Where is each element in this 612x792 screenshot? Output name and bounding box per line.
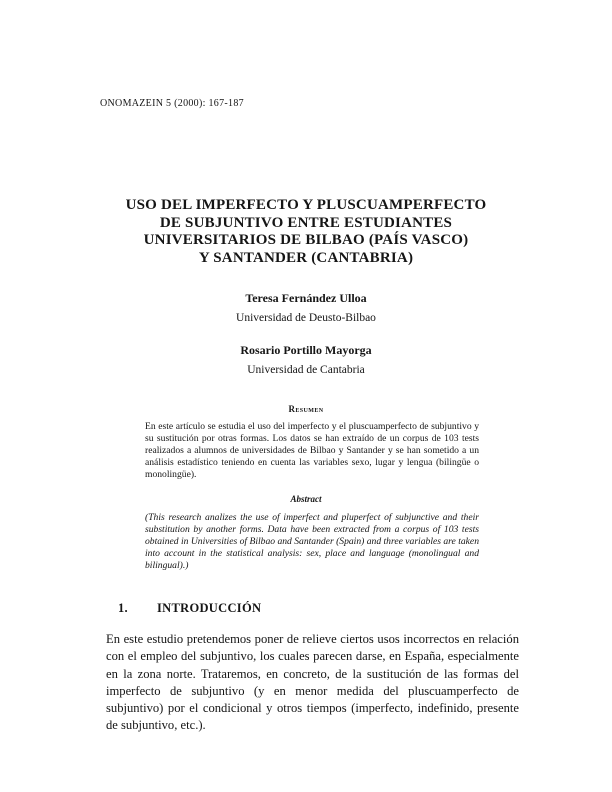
article-title-line: Y SANTANDER (CANTABRIA)	[198, 249, 414, 266]
article-title-line: UNIVERSITARIOS DE BILBAO (PAÍS VASCO)	[143, 232, 469, 248]
author-name: Rosario Portillo Mayorga	[240, 343, 372, 357]
section-number: 1.	[118, 601, 128, 615]
article-title-line: USO DEL IMPERFECTO Y PLUSCUAMPERFECTO	[125, 197, 487, 213]
abstract-text: (This research analizes the use of imperfect and pluperfect of subjunctive and their substitution by another forms. Data have been extracted from a corpus of 103 tests obtained in Universities of Bilbao and Santander (Spain) and three variables are taken into account in the statistical analysis: sex, place and language (monolingual and bilingual).)	[145, 512, 479, 572]
section-title: INTRODUCCIÓN	[157, 601, 262, 615]
introduction-paragraph: En este estudio pretendemos poner de relieve ciertos usos incorrectos en relación con el empleo del subjuntivo, los cuales parecen darse, en España, especialmente en la zona norte. Trataremos, en concreto, de la sustitución de las formas del imperfecto de subjuntivo (y en menor medida del pluscuamperfecto de subjuntivo) por el condicional y otros tiempos (imperfecto, indefinido, presente de subjuntivo, etc.).	[106, 632, 519, 733]
article-title	[56, 197, 556, 267]
article-title-line: DE SUBJUNTIVO ENTRE ESTUDIANTES	[159, 214, 453, 231]
author-block-1	[56, 291, 556, 325]
resumen-text: En este artículo se estudia el uso del imperfecto y el pluscuamperfecto de subjuntivo y su sustitución por otras formas. Los datos se han extraído de un corpus de 103 tests realizados a alumnos de universidades de Bilbao y Santander y se han sometido a un análisis estadístico teniendo en cuenta las variables sexo, lugar y lengua (bilingüe o monolingüe).	[145, 421, 479, 481]
abstract-heading: Abstract	[290, 494, 322, 504]
author-affiliation: Universidad de Cantabria	[247, 364, 365, 376]
section-heading-introduction	[118, 601, 261, 616]
journal-running-header: ONOMAZEIN 5 (2000): 167-187	[100, 98, 244, 109]
author-name: Teresa Fernández Ulloa	[245, 291, 367, 305]
author-block-2	[56, 343, 556, 377]
resumen-heading: Resumen	[288, 404, 324, 414]
author-affiliation: Universidad de Deusto-Bilbao	[236, 312, 376, 324]
